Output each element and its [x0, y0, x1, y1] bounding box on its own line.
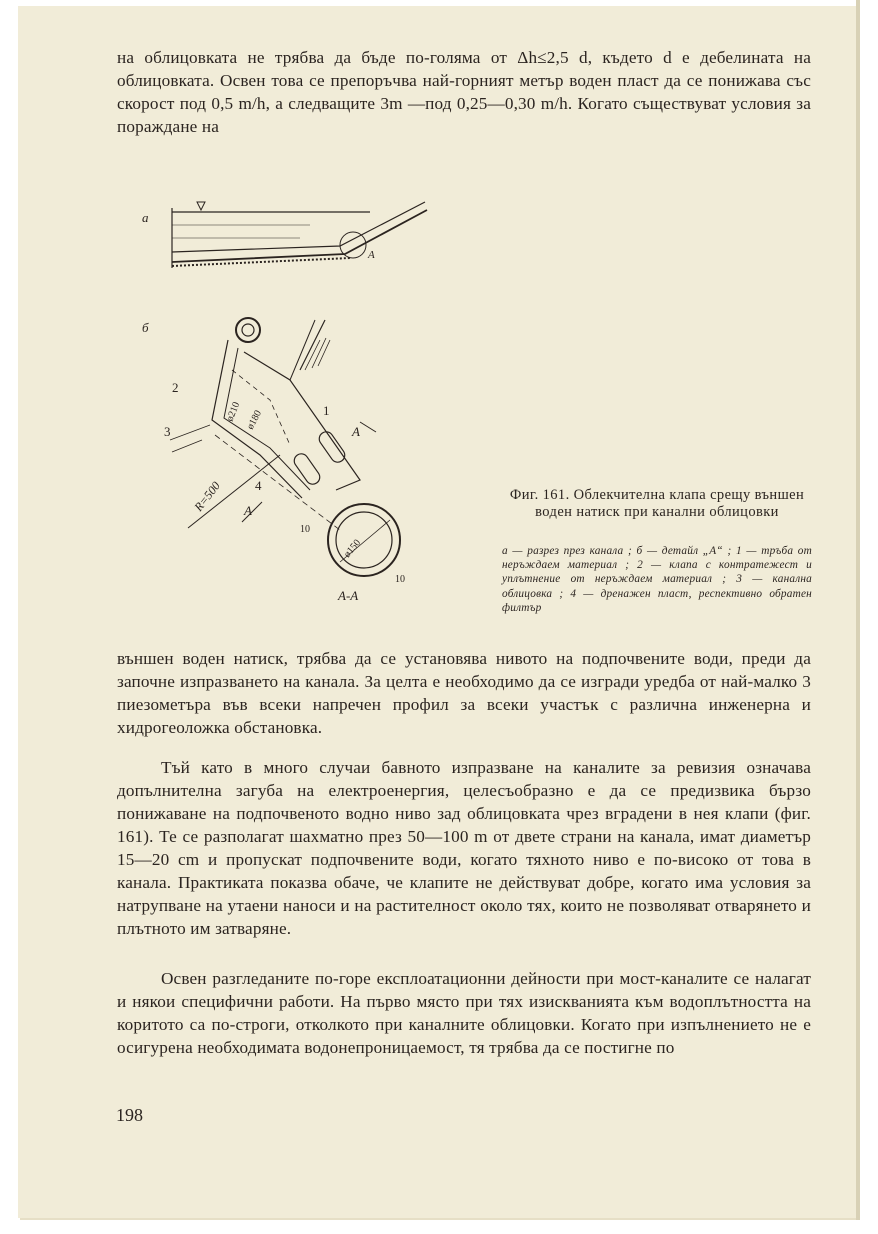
label-section-title: A-A: [338, 588, 359, 603]
label-section-mark2: A: [244, 503, 252, 518]
detail-b: [170, 318, 400, 576]
paragraph-1: външен воден натиск, трябва да се установява нивото на подпочвените води, преди да започне изпразването на канала. За целта е необходимо да се изгради уредба от най-малко 3 пиезометъра във всеки напречен профил за всеки участък с различна инженерна и хидрогеоложка обстановка.: [117, 649, 811, 737]
label-n10b: 10: [395, 574, 405, 585]
top-paragraph: на облицовката не трябва да бъде по-голяма от Δh≤2,5 d, където d е дебелината на облицовката. Освен това се препоръчва най-горният метър воден пласт да се понижава със скорост под 0,5 m/h, а следващите 3m —под 0,25—0,30 m/h. Когато съществуват условия за пораждане на: [117, 48, 811, 136]
label-d180: ø180: [244, 408, 265, 432]
label-n10a: 10: [300, 524, 310, 535]
page-edge: [856, 0, 860, 1220]
label-part-b: б: [142, 320, 149, 335]
figure-caption: Фиг. 161. Облекчителна клапа срещу външен воден натиск при канални облицовки: [509, 487, 805, 520]
page-number: 198: [116, 1105, 143, 1125]
label-n3: 3: [164, 424, 171, 439]
label-d150: ø150: [341, 537, 364, 560]
label-d210: ø210: [224, 400, 243, 424]
label-n4: 4: [255, 478, 262, 493]
label-detail-a: A: [368, 249, 375, 261]
label-n2: 2: [172, 380, 179, 395]
figure-161-drawing: [140, 190, 460, 630]
figure-legend: а — разрез през канала ; б — детайл „А“ ; 1 — тръба от неръждаем материал ; 2 — клапа с контратежест и уплътнение от неръждаем материал ; 3 — канална облицовка ; 4 — дренажен пласт, респективно обратен филтър: [502, 545, 812, 614]
paragraph-2: Тъй като в много случаи бавното изпразване на каналите за ревизия означава допълнителна загуба на електроенергия, целесъобразно е да се предизвика бързо понижаване на подпочвеното водно ниво зад облицовката чрез вградени в нея клапи (фиг. 161). Те се разполагат шахматно през 50—100 m от двете страни на канала, имат диаметър 15—20 cm и пропускат подпочвените води, когато тяхното ниво е по-високо от това в канала. Практиката показва обаче, че клапите не действуват добре, когато има условия за натрупване на утаени наноси и на растителност около тях, които не позволяват отварянето и плътното им затваряне.: [117, 758, 811, 938]
canal-section-a: [172, 202, 427, 268]
label-radius: R=500: [191, 478, 223, 514]
label-part-a: a: [142, 210, 149, 225]
paragraph-3: Освен разгледаните по-горе експлоатационни дейности при мост-каналите се налагат и някои специфични работи. На първо място при тях изискванията към водоплътността на коритото са по-строги, отколкото при каналните облицовки. Когато при изпълнението не е осигурена необходимата водонепроницаемост, тя трябва да се постигне по: [117, 969, 811, 1057]
label-n1: 1: [323, 403, 330, 418]
label-section-mark: A: [352, 424, 360, 439]
